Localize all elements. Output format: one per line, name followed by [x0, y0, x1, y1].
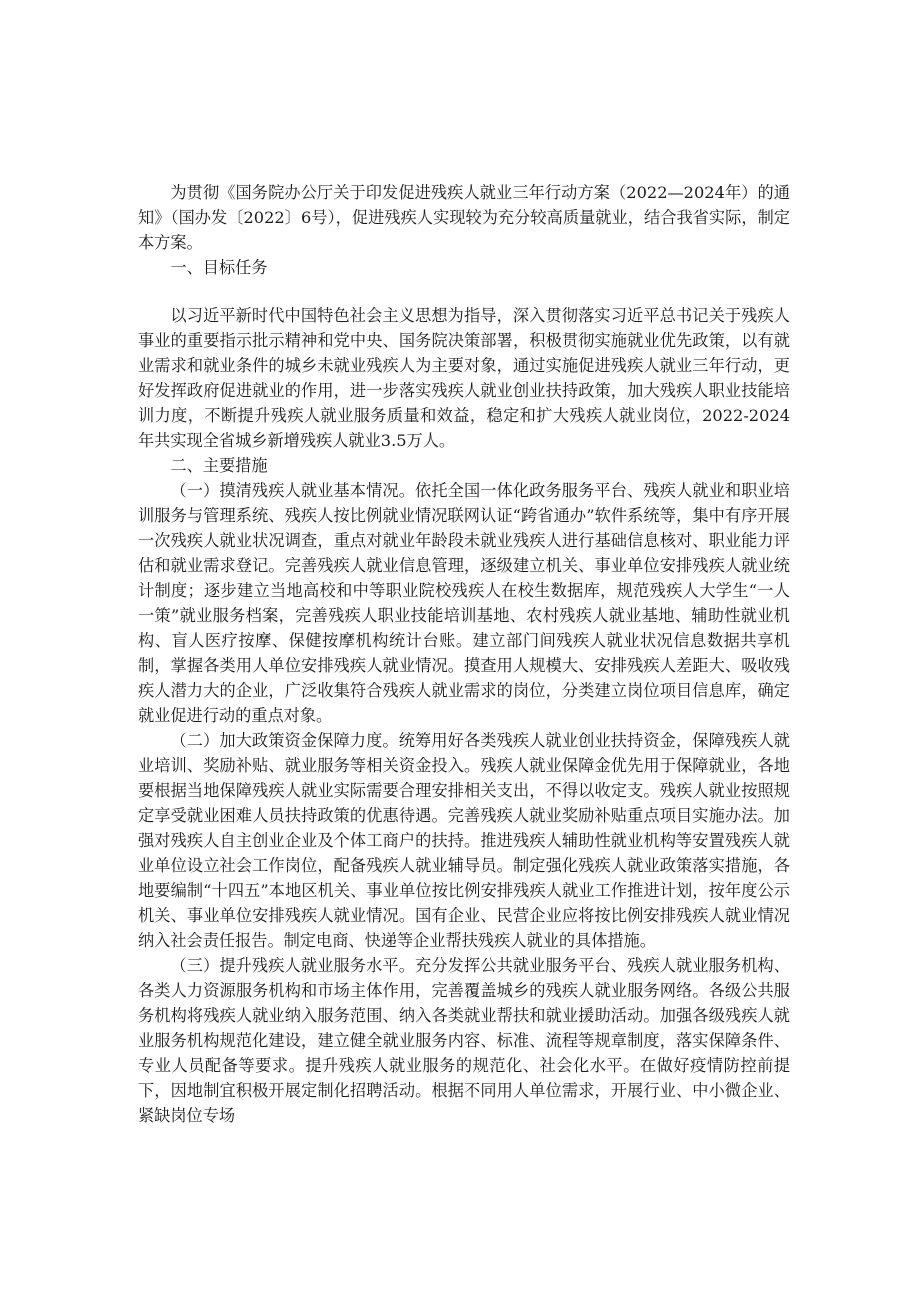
section-heading-measures: 二、主要措施: [170, 456, 268, 475]
targets-paragraph: 以习近平新时代中国特色社会主义思想为指导，深入贯彻落实习近平总书记关于残疾人事业的重要指示批示精神和党中央、国务院决策部署，积极贯彻实施就业优先政策，以有就业需求和就业条件的城乡未就业残疾人为主要对象，通过实施促进残疾人就业三年行动，更好发挥政府促进就业的作用，进一步落实残疾人就业创业扶持政策，加大残疾人职业技能培训力度，不断提升残疾人就业服务质量和效益，稳定和扩大残疾人就业岗位，2022-2024年共实现全省城乡新增残疾人就业3.5万人。: [138, 306, 790, 450]
document-body: [138, 180, 790, 1128]
section-heading-targets: 一、目标任务: [170, 258, 268, 277]
measure-paragraph-1: （一）摸清残疾人就业基本情况。依托全国一体化政务服务平台、残疾人就业和职业培训服务与管理系统、残疾人按比例就业情况联网认证“跨省通办”软件系统等，集中有序开展一次残疾人就业状况调查，重点对就业年龄段未就业残疾人进行基础信息核对、职业能力评估和就业需求登记。完善残疾人就业信息管理，逐级建立机关、事业单位安排残疾人就业统计制度；逐步建立当地高校和中等职业院校残疾人在校生数据库，规范残疾人大学生“一人一策”就业服务档案，完善残疾人职业技能培训基地、农村残疾人就业基地、辅助性就业机构、盲人医疗按摩、保健按摩机构统计台账。建立部门间残疾人就业状况信息数据共享机制，掌握各类用人单位安排残疾人就业情况。摸查用人规模大、安排残疾人差距大、吸收残疾人潜力大的企业，广泛收集符合残疾人就业需求的岗位，分类建立岗位项目信息库，确定就业促进行动的重点对象。: [138, 481, 790, 725]
measure-paragraph-3: （三）提升残疾人就业服务水平。充分发挥公共就业服务平台、残疾人就业服务机构、各类人力资源服务机构和市场主体作用，完善覆盖城乡的残疾人就业服务网络。各级公共服务机构将残疾人就业纳入服务范围、纳入各类就业帮扶和就业援助活动。加强各级残疾人就业服务机构规范化建设，建立健全就业服务内容、标准、流程等规章制度，落实保障条件、专业人员配备等要求。提升残疾人就业服务的规范化、社会化水平。在做好疫情防控前提下，因地制宜积极开展定制化招聘活动。根据不同用人单位需求，开展行业、中小微企业、紧缺岗位专场: [138, 956, 790, 1125]
measure-paragraph-2: （二）加大政策资金保障力度。统筹用好各类残疾人就业创业扶持资金，保障残疾人就业培训、奖励补贴、就业服务等相关资金投入。残疾人就业保障金优先用于保障就业，各地要根据当地保障残疾人就业实际需要合理安排相关支出，不得以收定支。残疾人就业按照规定享受就业困难人员扶持政策的优惠待遇。完善残疾人就业奖励补贴重点项目实施办法。加强对残疾人自主创业企业及个体工商户的扶持。推进残疾人辅助性就业机构等安置残疾人就业单位设立社会工作岗位，配备残疾人就业辅导员。制定强化残疾人就业政策落实措施，各地要编制“十四五”本地区机关、事业单位按比例安排残疾人就业工作推进计划，按年度公示机关、事业单位安排残疾人就业情况。国有企业、民营企业应将按比例安排残疾人就业情况纳入社会责任报告。制定电商、快递等企业帮扶残疾人就业的具体措施。: [138, 731, 790, 950]
intro-paragraph: 为贯彻《国务院办公厅关于印发促进残疾人就业三年行动方案（2022—2024年）的通知》（国办发〔2022〕6号），促进残疾人实现较为充分较高质量就业，结合我省实际，制定本方案。: [138, 183, 790, 252]
